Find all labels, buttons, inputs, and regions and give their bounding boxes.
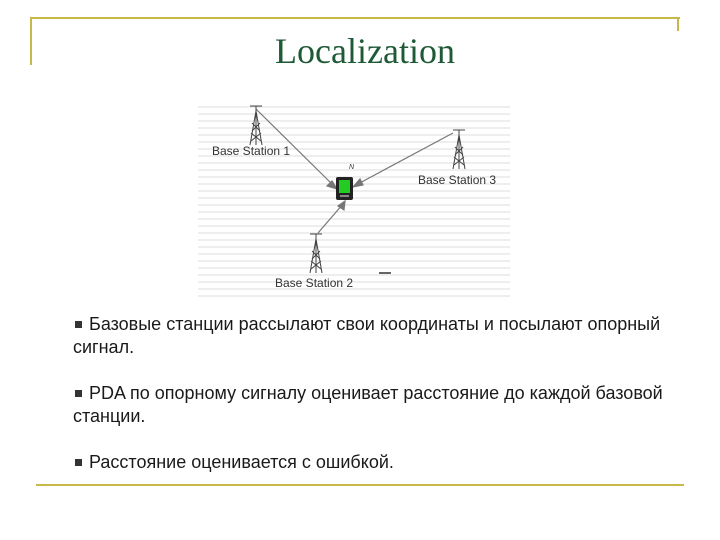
frame-bottom-line [36,484,684,486]
bullet-text: PDA по опорному сигналу оценивает расстояние до каждой базовой станции. [73,383,663,426]
pda-device-icon [336,177,353,200]
base-station-2-label: Base Station 2 [275,276,354,290]
base-station-1-tower-icon [250,106,262,145]
frame-top-line [30,17,680,19]
bullet-list [73,313,693,474]
bullet-text: Расстояние оценивается с ошибкой. [89,452,394,472]
bullet-item [73,382,693,428]
diagram-background-lines [198,107,510,296]
frame-right-line [677,17,679,31]
square-bullet-icon [75,390,82,397]
localization-diagram [198,103,510,303]
arrow-head-1 [327,181,337,189]
bullet-item [73,313,693,359]
base-station-3-label: Base Station 3 [418,173,497,187]
square-bullet-icon [75,459,82,466]
bullet-item [73,451,693,474]
base-station-1-label: Base Station 1 [212,144,291,158]
device-north-label: N [349,164,355,171]
slide-title: Localization [275,31,455,71]
bullet-text: Базовые станции рассылают свои координаты и посылают опорный сигнал. [73,314,661,357]
square-bullet-icon [75,321,82,328]
arrow-head-3 [353,179,363,187]
